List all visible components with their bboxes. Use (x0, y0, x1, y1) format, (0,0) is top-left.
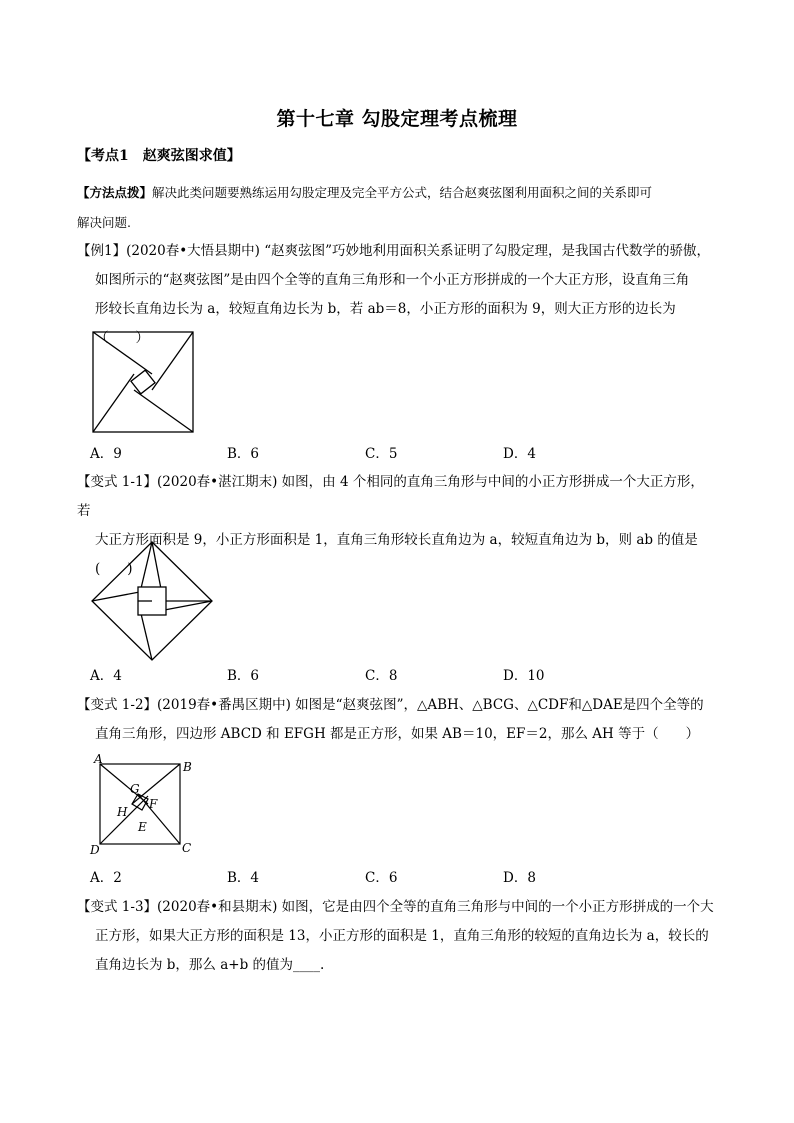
q3-choice-b: B．4 (227, 870, 260, 886)
q1-choice-a: A．9 (90, 446, 122, 462)
q3-choice-c: C．6 (365, 870, 398, 886)
q1-line1: 【例1】(2020春•大悟县期中) “赵爽弦图”巧妙地利用面积关系证明了勾股定理，是我国古代数学的骄傲， (77, 243, 711, 259)
q1-choice-c: C．5 (365, 446, 398, 462)
q2-choice-c: C．8 (365, 668, 398, 684)
q2-choice-d: D．10 (503, 668, 545, 684)
q1-line3: 形较长直角边长为 a，较短直角边长为 b，若 ab＝8，小正方形的面积为 9，则大正方形的边长为（ ） (95, 301, 676, 346)
zhao-shuang-figure-3 (86, 752, 198, 858)
question-4 (77, 893, 717, 980)
label-f: F (149, 797, 158, 811)
label-a: A (94, 752, 103, 766)
method-line1: 解决此类问题要熟练运用勾股定理及完全平方公式，结合赵爽弦图利用面积之间的关系即可 (152, 185, 653, 200)
label-d: D (90, 843, 100, 857)
page-title: 第十七章 勾股定理考点梳理 (276, 108, 518, 130)
q3-choice-a: A．2 (90, 870, 122, 886)
method-label: 【方法点拨】 (77, 185, 153, 200)
q4-line1: 【变式 1-3】(2020春•和县期末) 如图，它是由四个全等的直角三角形与中间的一个小正方形拼成的一个大 (77, 899, 714, 915)
q3-choice-d: D．8 (503, 870, 536, 886)
q2-line2: 大正方形面积是 9，小正方形面积是 1，直角三角形较长直角边为 a，较短直角边为 b，则 ab 的值是( ) (95, 532, 698, 577)
method-note (77, 178, 717, 238)
section-heading: 【考点1 赵爽弦图求值】 (77, 148, 241, 164)
label-e: E (138, 820, 147, 834)
q2-choice-b: B．6 (227, 668, 260, 684)
q1-choice-b: B．6 (227, 446, 260, 462)
q2-choice-a: A．4 (90, 668, 122, 684)
q3-line2: 直角三角形，四边形 ABCD 和 EFGH 都是正方形，如果 AB＝10，EF＝2，那么 AH 等于（ ） (95, 726, 700, 742)
label-h: H (117, 805, 128, 819)
label-b: B (183, 760, 192, 774)
question-3 (77, 691, 717, 749)
q4-line3: 直角边长为 b，那么 a+b 的值为____. (95, 957, 325, 973)
label-g: G (130, 782, 140, 796)
q1-choice-d: D．4 (503, 446, 536, 462)
label-c: C (182, 841, 192, 855)
zhao-shuang-figure-1 (92, 331, 194, 433)
q3-line1: 【变式 1-2】(2019春•番禺区期中) 如图是“赵爽弦图”，△ABH、△BCG、△CDF和△DAE是四个全等的 (77, 697, 704, 713)
method-line2: 解决问题. (77, 215, 131, 230)
zhao-shuang-figure-2 (90, 540, 214, 662)
outer-square (93, 332, 193, 432)
q2-line1: 【变式 1-1】(2020春•湛江期末) 如图，由 4 个相同的直角三角形与中间的小正方形拼成一个大正方形，若 (77, 474, 704, 519)
q4-line2: 正方形，如果大正方形的面积是 13，小正方形的面积是 1，直角三角形的较短的直角边长为 a，较长的 (95, 928, 709, 944)
q1-line2: 如图所示的“赵爽弦图”是由四个全等的直角三角形和一个小正方形拼成的一个大正方形，设直角三角 (95, 272, 690, 288)
